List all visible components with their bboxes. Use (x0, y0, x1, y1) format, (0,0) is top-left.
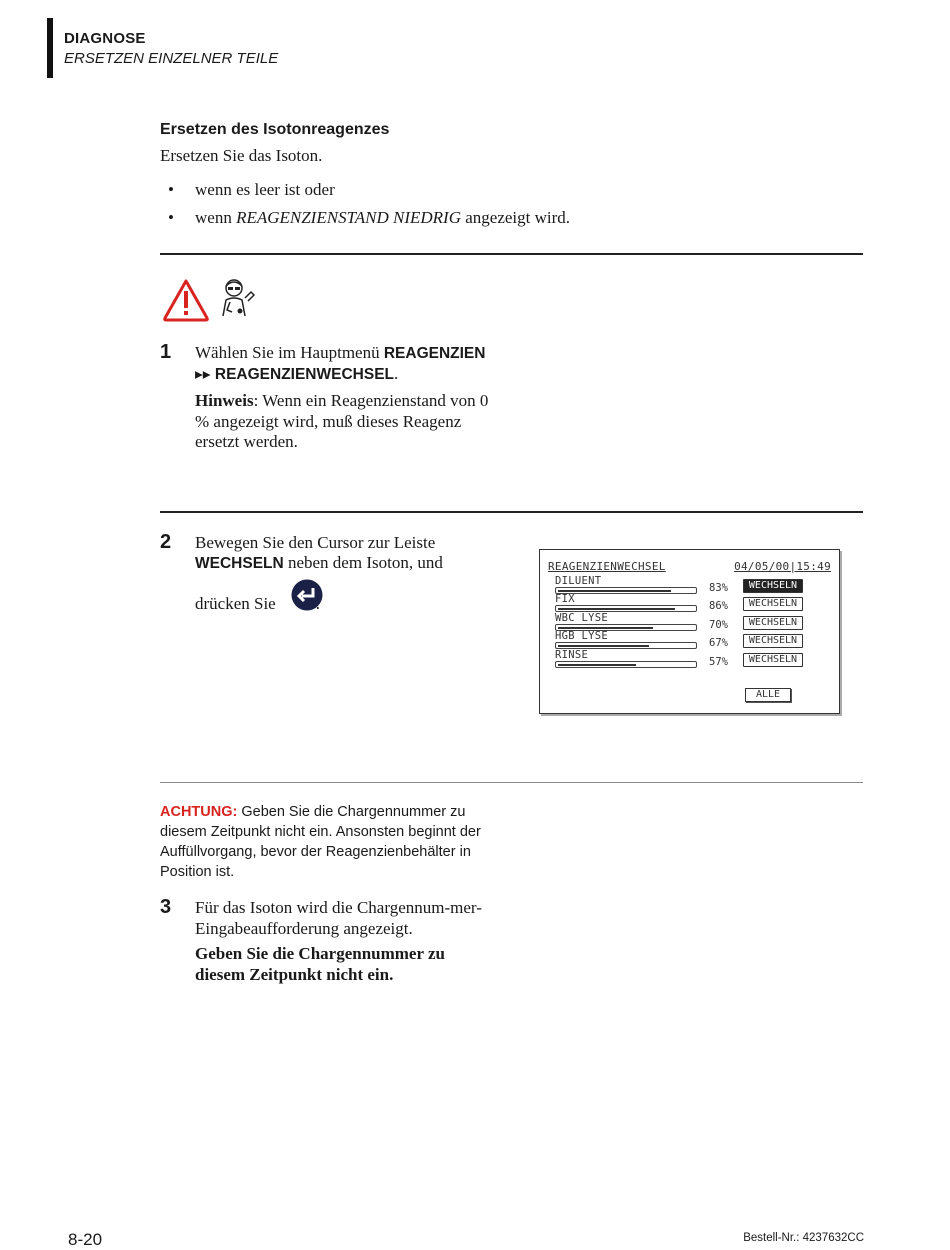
step3-warning: Geben Sie die Chargennummer zu diesem Zeitpunkt nicht ein. (195, 944, 445, 984)
wechseln-button-diluent[interactable]: WECHSELN (743, 579, 803, 593)
menu-arrow-icon: ▸▸ (195, 366, 215, 383)
step1-suffix: . (394, 364, 399, 383)
reagent-percent: 67% (709, 637, 728, 649)
menu-reagenzien: REAGENZIEN (383, 345, 486, 362)
reagent-name: DILUENT (555, 575, 602, 587)
wechseln-keyword: WECHSELN (195, 555, 284, 572)
wechseln-button-wbc-lyse[interactable]: WECHSELN (743, 616, 803, 630)
bullet-text: wenn es leer ist oder (195, 180, 335, 199)
header-subsection: ERSETZEN EINZELNER TEILE (64, 50, 279, 67)
order-number: Bestell-Nr.: 4237632CC (743, 1232, 864, 1244)
step2-text: Bewegen Sie den Cursor zur Leiste (195, 533, 436, 552)
technician-icon (218, 278, 256, 318)
screen-title: REAGENZIENWECHSEL (548, 560, 666, 573)
bullet-dot: • (168, 180, 174, 199)
reagent-level-fill (558, 590, 671, 592)
caution-label: ACHTUNG: (160, 804, 238, 820)
section-heading: Ersetzen des Isotonreagenzes (160, 121, 390, 138)
reagent-name: WBC LYSE (555, 612, 608, 624)
alle-button[interactable]: ALLE (745, 688, 791, 702)
reagent-level-bar (555, 642, 697, 649)
reagent-level-bar (555, 587, 697, 594)
enter-key-icon (291, 579, 323, 611)
step3-text: Für das Isoton wird die Chargennum-mer-Eingabeaufforderung angezeigt. (195, 898, 482, 938)
menu-reagenzienwechsel: REAGENZIENWECHSEL (214, 366, 394, 383)
reagent-level-fill (558, 645, 649, 647)
reagent-name: RINSE (555, 649, 589, 661)
bullet-item (168, 180, 335, 200)
reagent-level-fill (558, 664, 636, 666)
reagent-name: HGB LYSE (555, 630, 608, 642)
bullet-dot: • (168, 208, 174, 227)
wechseln-button-hgb-lyse[interactable]: WECHSELN (743, 634, 803, 648)
page-number: 8-20 (68, 1230, 103, 1249)
bullet-text-end: angezeigt wird. (461, 208, 571, 227)
reagent-level-fill (558, 627, 653, 629)
step-number: 1 (160, 341, 172, 363)
step-number: 2 (160, 531, 172, 553)
bullet-text: wenn (195, 208, 237, 227)
screen-datetime: 04/05/00|15:49 (734, 560, 831, 573)
reagent-percent: 70% (709, 619, 728, 631)
divider (160, 782, 863, 783)
reagent-row (555, 630, 815, 651)
intro-text: Ersetzen Sie das Isoton. (160, 146, 323, 165)
reagent-level-bar (555, 661, 697, 668)
caution-text: Geben Sie die Chargennummer zu diesem Zeitpunkt nicht ein. Ansonsten beginnt der Auffüllvorgang, bevor der Reagenzienbehälter in Position ist. (160, 804, 481, 880)
step2-text-cont (195, 553, 443, 573)
header-section: DIAGNOSE (64, 30, 146, 47)
wechseln-button-rinse[interactable]: WECHSELN (743, 653, 803, 667)
divider (160, 253, 863, 255)
reagent-level-fill (558, 608, 675, 610)
wechseln-button-fix[interactable]: WECHSELN (743, 597, 803, 611)
reagent-change-screen (539, 549, 840, 714)
step1-note (195, 391, 495, 453)
reagent-row (555, 649, 815, 670)
step1-instruction (195, 343, 485, 363)
step2-text-rest: neben dem Isoton, und (283, 553, 443, 572)
reagent-level-bar (555, 605, 697, 612)
reagent-row (555, 575, 815, 596)
header-bar (47, 18, 53, 78)
bullet-item (168, 208, 570, 228)
reagent-percent: 83% (709, 582, 728, 594)
step2-press-text: drücken Sie (195, 594, 276, 613)
reagent-percent: 86% (709, 600, 728, 612)
note-text: : Wenn ein Reagenzienstand von 0 % angezeigt wird, muß dieses Reagenz ersetzt werden. (195, 391, 489, 451)
step1-instruction-cont (195, 364, 398, 384)
caution-notice (160, 802, 500, 882)
step1-text: Wählen Sie im Hauptmenü (195, 343, 384, 362)
divider (160, 511, 863, 513)
bullet-italic-text: REAGENZIENSTAND NIEDRIG (236, 208, 461, 227)
step-number: 3 (160, 896, 172, 918)
warning-triangle-icon (162, 278, 210, 322)
reagent-name: FIX (555, 593, 575, 605)
reagent-percent: 57% (709, 656, 728, 668)
note-label: Hinweis (195, 391, 254, 410)
